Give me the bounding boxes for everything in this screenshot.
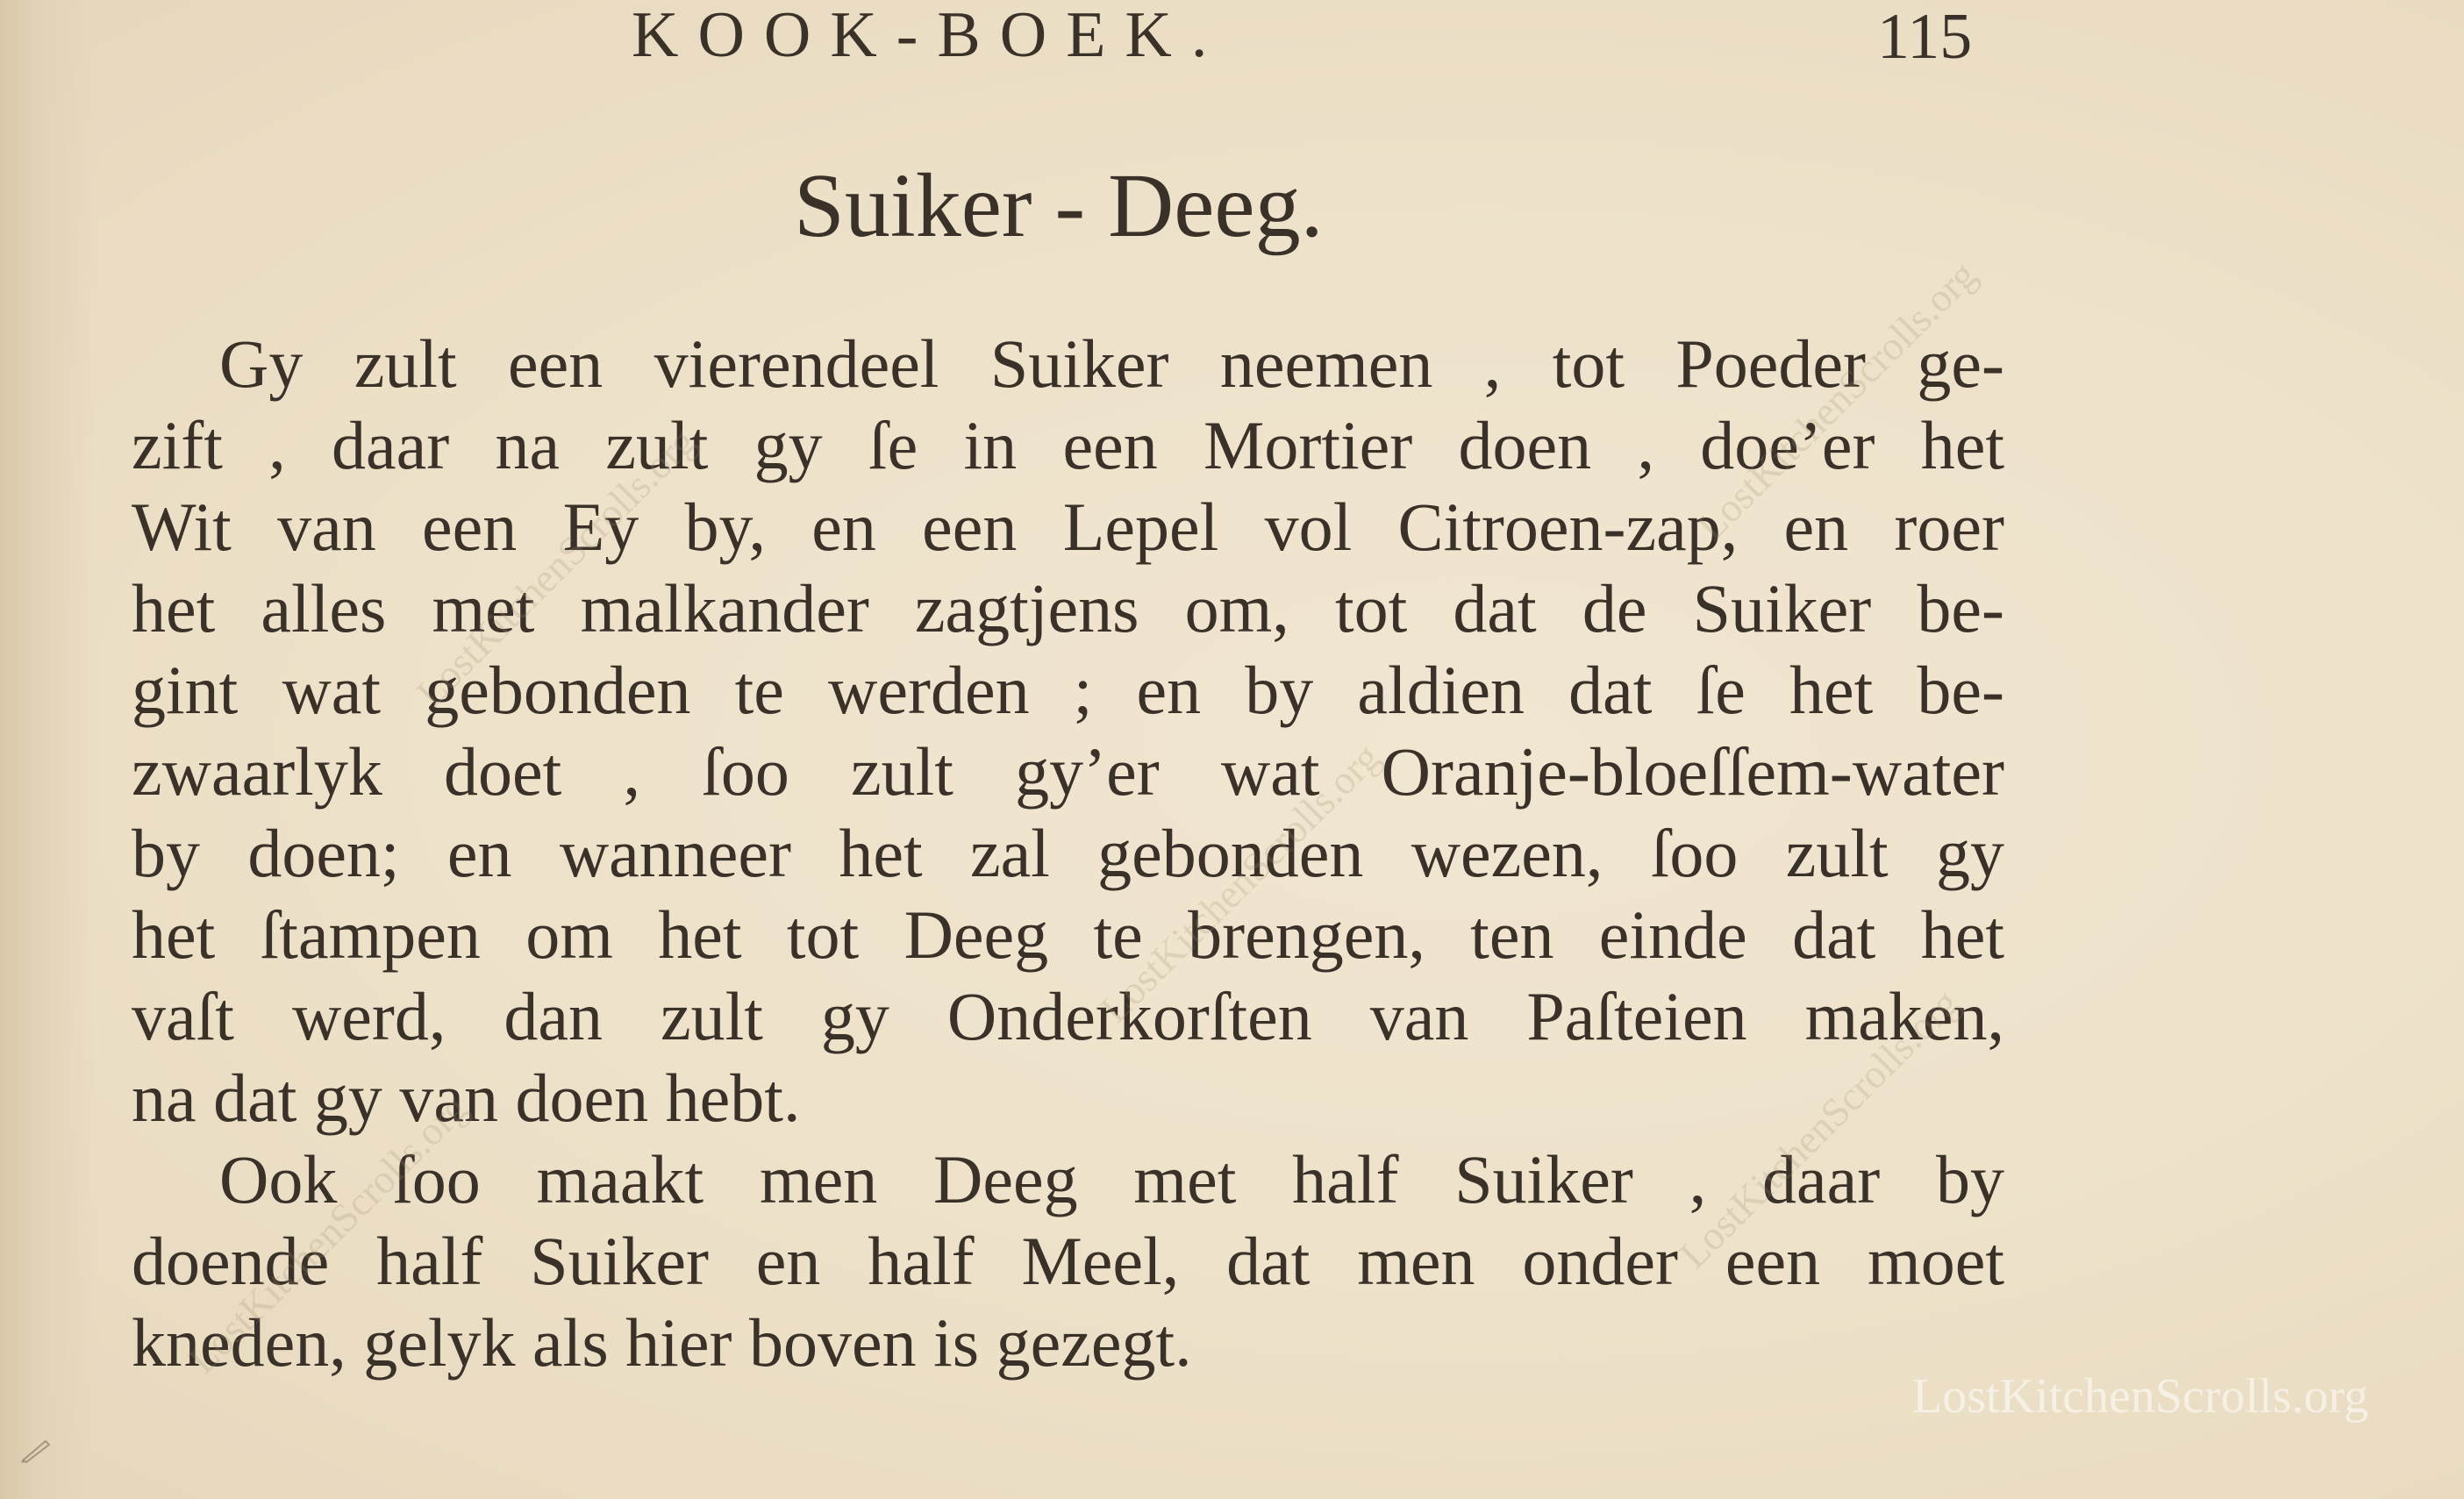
- watermark: LostKitchenScrolls.org: [1670, 980, 1968, 1277]
- recipe-title: Suiker - Deeg.: [794, 155, 1324, 256]
- text-line: na dat gy van doen hebt.: [132, 1060, 801, 1136]
- watermark: LostKitchenScrolls.org: [179, 1085, 476, 1382]
- text-line: het alles met malkander zagtjens om, tot dat de Suiker be-: [132, 570, 2004, 646]
- pen-icon: [19, 1438, 54, 1467]
- running-title: KOOK-BOEK.: [632, 0, 1227, 71]
- text-line: zift , daar na zult gy ſe in een Mortier doen , doe’er het: [132, 407, 2004, 483]
- watermark: LostKitchenScrolls.org: [407, 418, 704, 716]
- watermark: LostKitchenScrolls.org: [1091, 734, 1389, 1031]
- text-line: Wit van een Ey by, en een Lepel vol Citroen-zap, en roer: [132, 489, 2004, 565]
- text-line: kneden, gelyk als hier boven is gezegt.: [132, 1304, 1192, 1381]
- text-line: by doen; en wanneer het zal gebonden wezen, ſoo zult gy: [132, 815, 2004, 891]
- text-line: gint wat gebonden te werden ; en by aldien dat ſe het be-: [132, 652, 2004, 728]
- watermark-corner: LostKitchenScrolls.org: [1912, 1369, 2369, 1424]
- text-line: Ook ſoo maakt men Deeg met half Suiker , daar by: [219, 1141, 2004, 1217]
- text-line: het ſtampen om het tot Deeg te brengen, ten einde dat het: [132, 896, 2004, 973]
- text-line: vaſt werd, dan zult gy Onderkorſten van Paſteien maken,: [132, 978, 2004, 1054]
- page-number: 115: [1877, 1, 1973, 73]
- watermark: LostKitchenScrolls.org: [1688, 252, 1985, 549]
- text-line: zwaarlyk doet , ſoo zult gy’er wat Oranje-bloeſſem-water: [132, 733, 2004, 810]
- library-stamp: [19, 1438, 142, 1465]
- text-line: Gy zult een vierendeel Suiker neemen , tot Poeder ge-: [219, 325, 2004, 402]
- text-line: doende half Suiker en half Meel, dat men onder een moet: [132, 1223, 2004, 1299]
